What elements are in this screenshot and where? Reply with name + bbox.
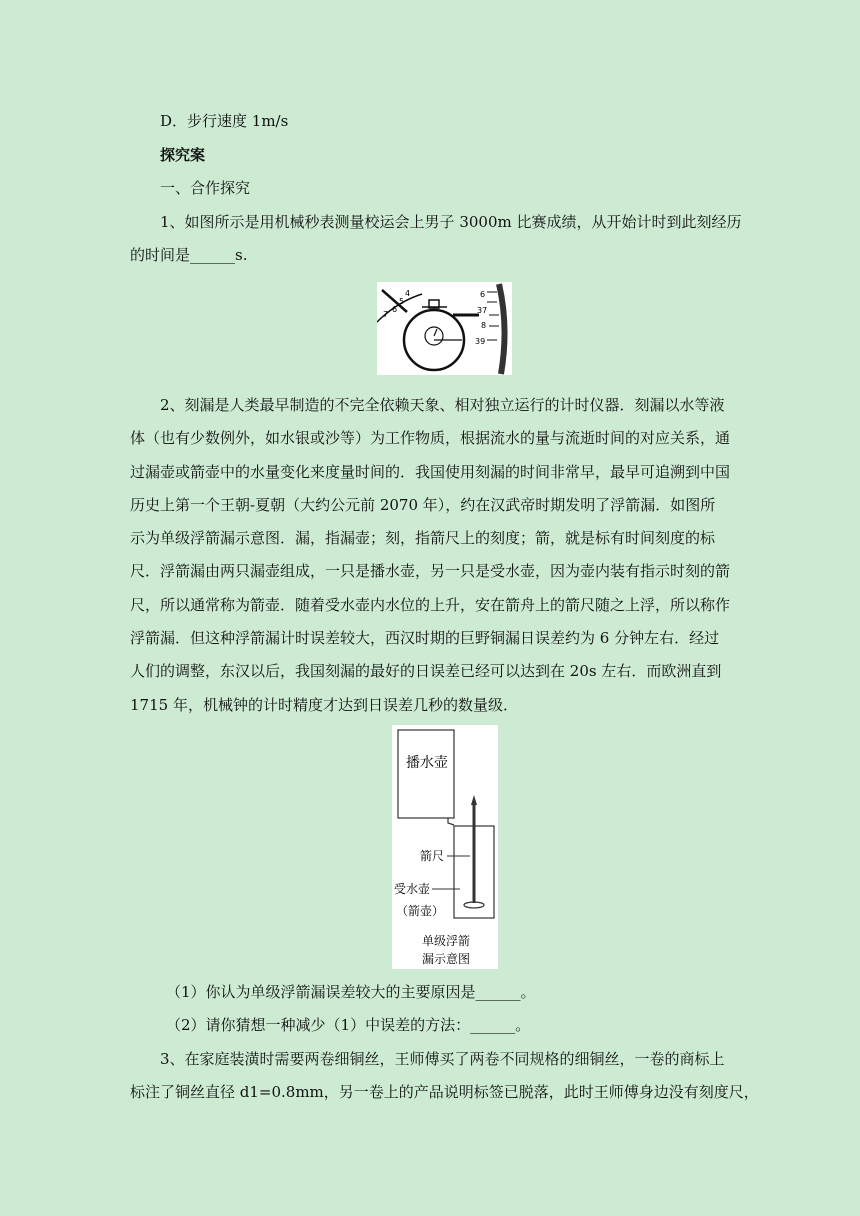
minute-label: 4 bbox=[405, 289, 411, 298]
option-d: D．步行速度 1m/s bbox=[160, 112, 289, 130]
second-label: 39 bbox=[475, 337, 486, 346]
second-label: 6 bbox=[480, 290, 486, 299]
second-label: 8 bbox=[481, 321, 487, 330]
minute-label: 5 bbox=[399, 297, 405, 306]
minute-label: 7 bbox=[383, 310, 389, 319]
question-1-line-2: 的时间是______s. bbox=[130, 246, 248, 264]
question-3-line-1: 3、在家庭装潢时需要两卷细铜丝，王师傅买了两卷不同规格的细铜丝，一卷的商标上 bbox=[160, 1050, 725, 1068]
rod-label: 箭尺 bbox=[420, 849, 445, 863]
stopwatch-figure bbox=[377, 282, 512, 375]
receiving-vessel-sublabel: （箭壶） bbox=[396, 904, 445, 918]
question-2-paragraph: 2、刻漏是人类最早制造的不完全依赖天象、相对独立运行的计时仪器．刻漏以水等液体（也有少数例外，如水银或沙等）为工作物质，根据流水的量与流逝时间的对应关系，通过漏壶或箭壶中的水量变化来度量时间的．我国使用刻漏的时间非常早，最早可追溯到中国历史上第一个王朝-夏朝（大约公元前 2070 年），约在汉武帝时期发明了浮箭漏．如图所示为单级浮箭漏示意图．漏，指漏壶；刻，指箭尺上的刻度；箭，就是标有时间刻度的标尺．浮箭漏由两只漏壶组成，一只是播水壶，另一只是受水壶，因为壶内装有指示时刻的箭尺，所以通常称为箭壶．随着受水壶内水位的上升，安在箭舟上的箭尺随之上浮，所以称作浮箭漏．但这种浮箭漏计时误差较大，西汉时期的巨野铜漏日误差约为 6 分钟左右．经过人们的调整，东汉以后，我国刻漏的最好的日误差已经可以达到在 20s 左右．而欧洲直到 1715 年，机械钟的计时精度才达到日误差几秒的数量级． bbox=[130, 396, 731, 714]
clepsydra-image bbox=[392, 725, 498, 969]
figure-caption-line-1: 单级浮箭 bbox=[422, 934, 471, 948]
clepsydra-figure bbox=[392, 725, 498, 969]
receiving-vessel-label: 受水壶 bbox=[394, 882, 431, 896]
question-1-line-1: 1、如图所示是用机械秒表测量校运会上男子 3000m 比赛成绩，从开始计时到此刻经历 bbox=[160, 213, 742, 231]
question-3-line-2: 标注了铜丝直径 d1=0.8mm，另一卷上的产品说明标签已脱落，此时王师傅身边没有刻度尺， bbox=[130, 1083, 759, 1101]
supply-vessel-label: 播水壶 bbox=[406, 755, 448, 771]
question-2-sub-1: （1）你认为单级浮箭漏误差较大的主要原因是______。 bbox=[166, 983, 536, 1001]
figure-caption-line-2: 漏示意图 bbox=[422, 952, 471, 966]
minute-label: 6 bbox=[392, 305, 398, 314]
question-2-sub-2: （2）请你猜想一种减少（1）中误差的方法：______。 bbox=[166, 1016, 531, 1034]
second-label: 37 bbox=[477, 306, 488, 315]
section-heading: 探究案 bbox=[160, 146, 206, 164]
stopwatch-image bbox=[377, 282, 512, 375]
subsection-heading: 一、合作探究 bbox=[160, 179, 251, 197]
supply-vessel bbox=[398, 730, 454, 818]
